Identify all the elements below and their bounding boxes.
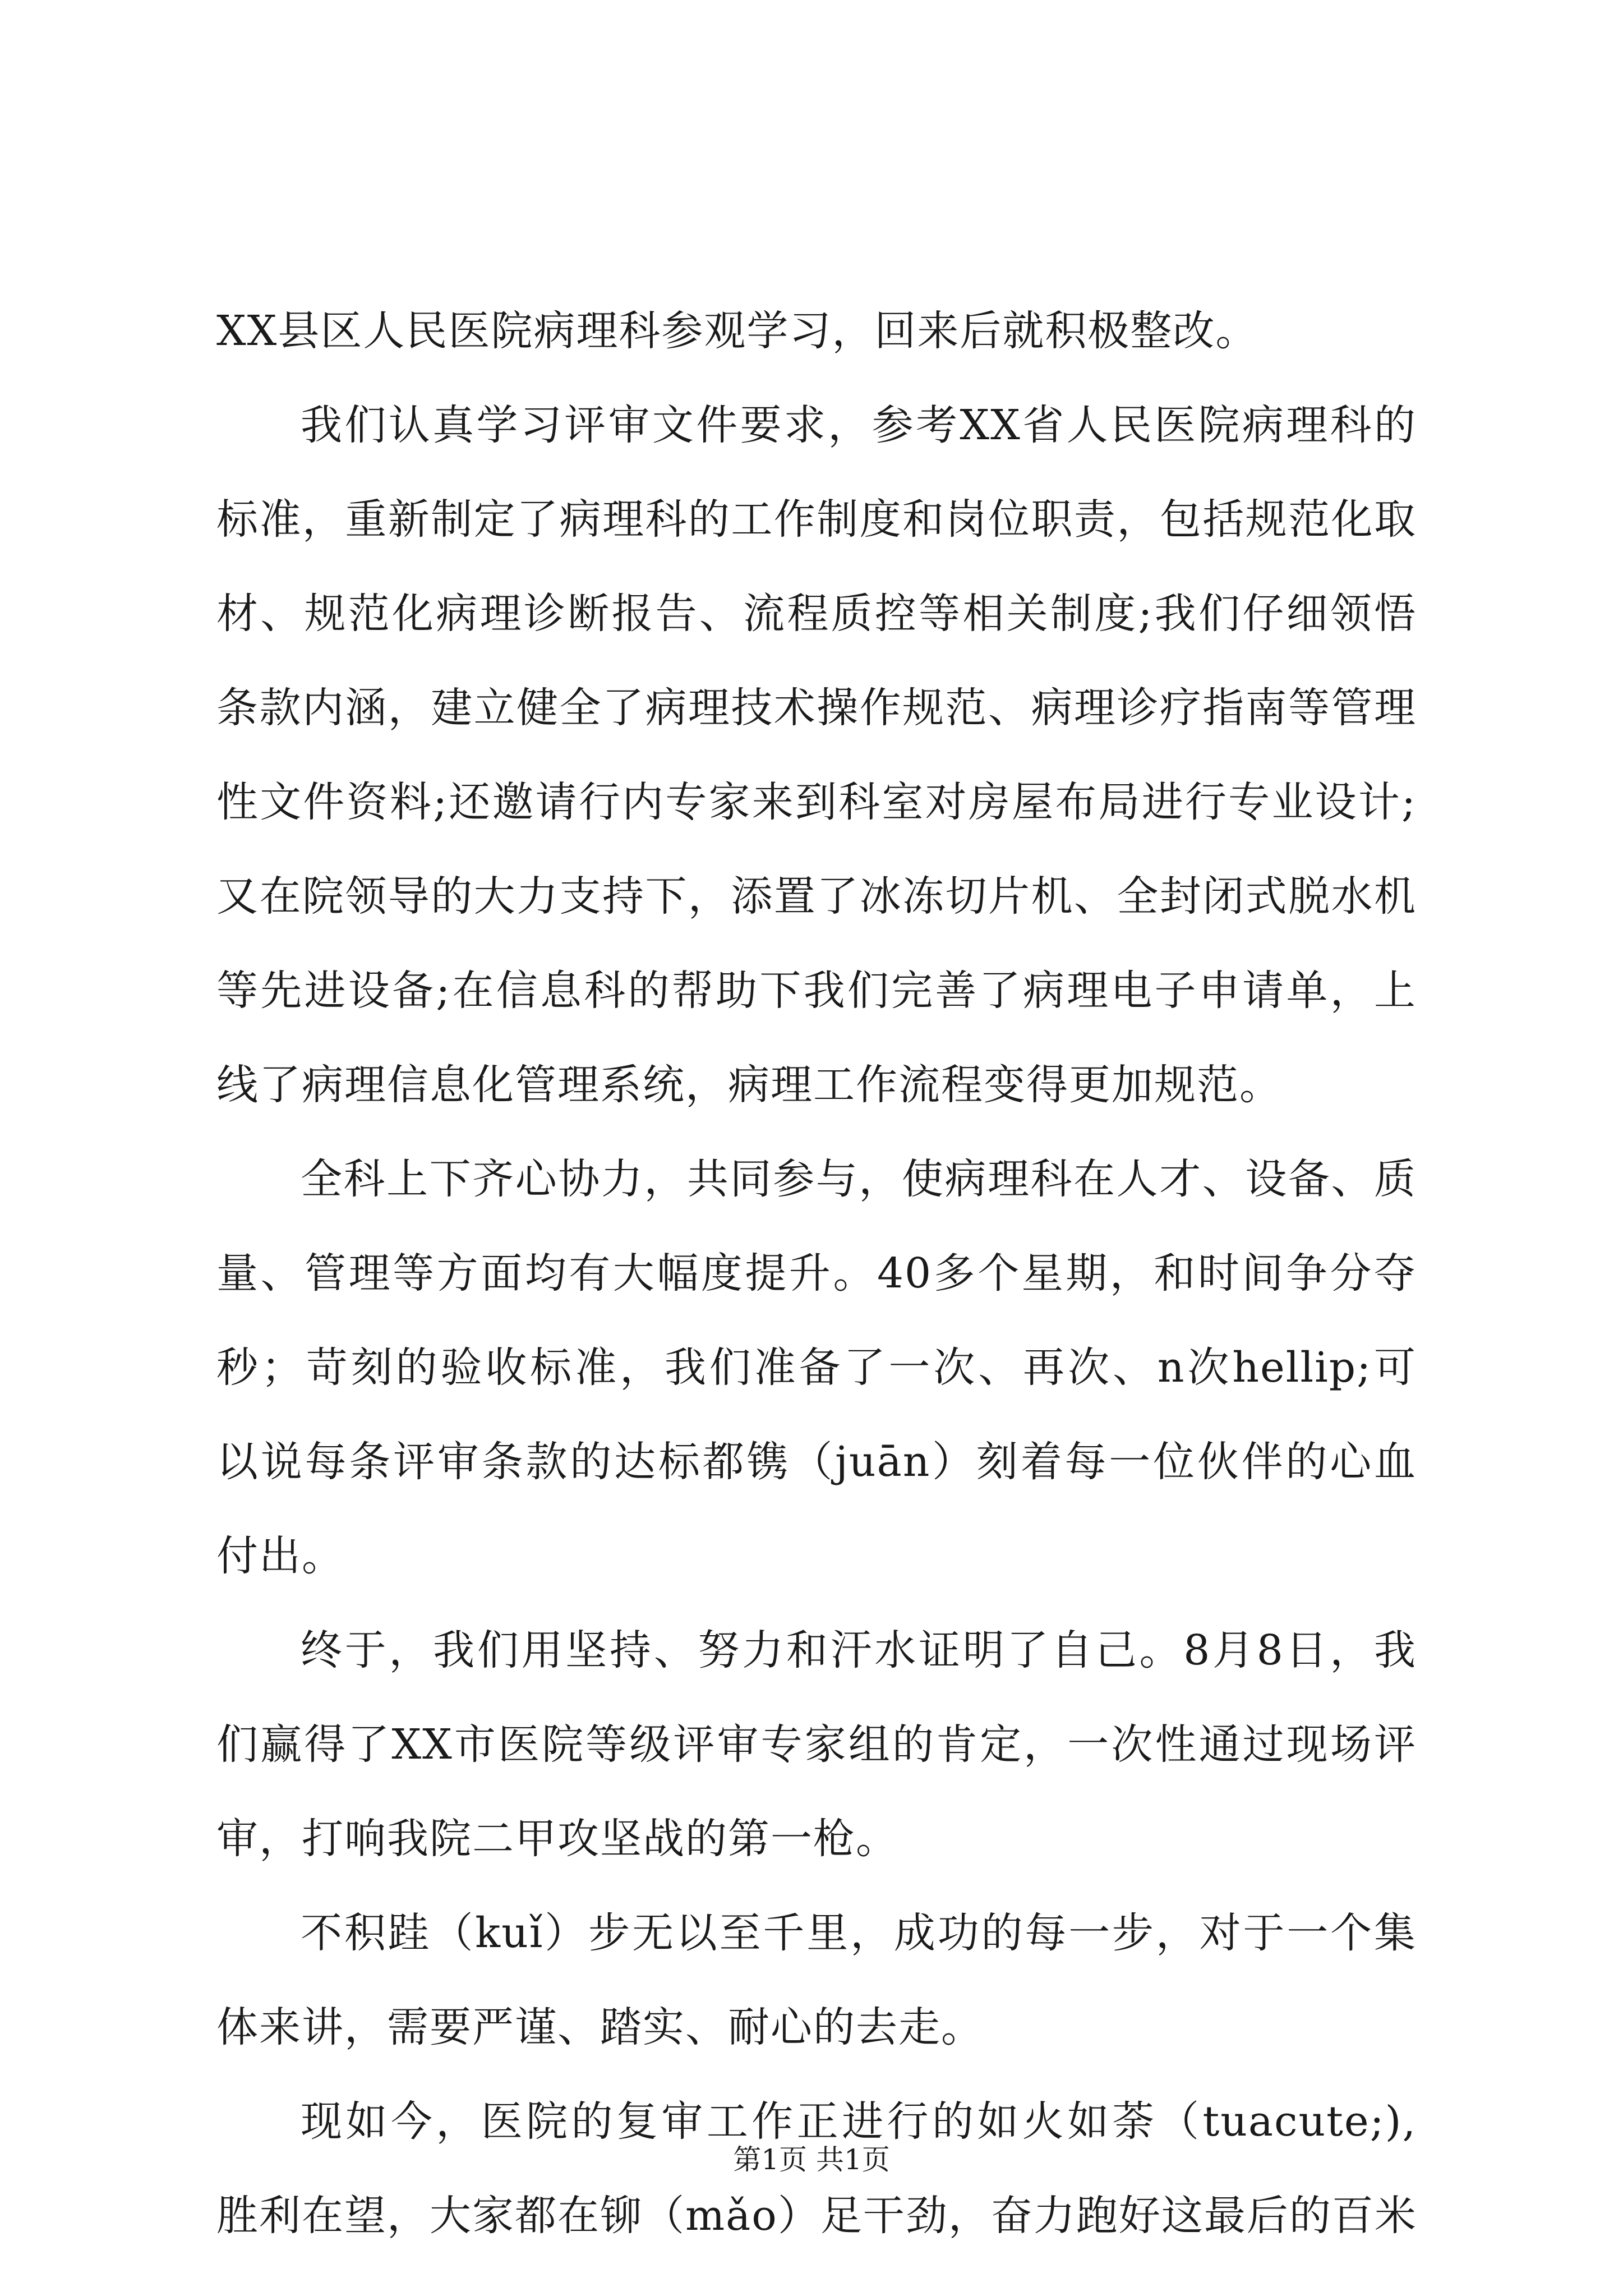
text-line: 们赢得了XX市医院等级评审专家组的肯定，一次性通过现场评 bbox=[216, 1720, 1417, 1769]
text-line: 条款内涵，建立健全了病理技术操作规范、病理诊疗指南等管理 bbox=[216, 684, 1417, 732]
text-line: 体来讲，需要严谨、踏实、耐心的去走。 bbox=[216, 2003, 984, 2051]
text-line: XX县区人民医院病理科参观学习，回来后就积极整改。 bbox=[216, 307, 1258, 355]
text-line: 标准，重新制定了病理科的工作制度和岗位职责，包括规范化取 bbox=[216, 495, 1417, 544]
text-line: 现如今，医院的复审工作正进行的如火如荼（tuacute;), bbox=[301, 2097, 1417, 2146]
text-line: 材、规范化病理诊断报告、流程质控等相关制度;我们仔细领悟 bbox=[216, 590, 1417, 638]
text-line: 审，打响我院二甲攻坚战的第一枪。 bbox=[216, 1815, 898, 1863]
text-line: 不积跬（kuǐ）步无以至千里，成功的每一步，对于一个集 bbox=[301, 1909, 1417, 1957]
text-line: 性文件资料;还邀请行内专家来到科室对房屋布局进行专业设计; bbox=[216, 778, 1417, 826]
text-line: 全科上下齐心协力，共同参与，使病理科在人才、设备、质 bbox=[301, 1155, 1417, 1203]
text-line: 又在院领导的大力支持下，添置了冰冻切片机、全封闭式脱水机 bbox=[216, 872, 1417, 921]
text-line: 胜利在望，大家都在铆（mǎo）足干劲，奋力跑好这最后的百米 bbox=[216, 2192, 1417, 2240]
text-line: 量、管理等方面均有大幅度提升。40多个星期，和时间争分夺 bbox=[216, 1249, 1417, 1297]
page-number-footer: 第1页 共1页 bbox=[733, 2143, 890, 2176]
text-line: 线了病理信息化管理系统，病理工作流程变得更加规范。 bbox=[216, 1061, 1282, 1109]
text-line: 以说每条评审条款的达标都镌（juān）刻着每一位伙伴的心血 bbox=[216, 1438, 1417, 1486]
text-line: 等先进设备;在信息科的帮助下我们完善了病理电子申请单，上 bbox=[216, 967, 1417, 1015]
text-line: 终于，我们用坚持、努力和汗水证明了自己。8月8日，我 bbox=[301, 1626, 1417, 1674]
text-line: 我们认真学习评审文件要求，参考XX省人民医院病理科的 bbox=[301, 401, 1417, 449]
text-line: 付出。 bbox=[216, 1532, 344, 1580]
text-line: 秒；苛刻的验收标准，我们准备了一次、再次、n次hellip;可 bbox=[216, 1343, 1417, 1392]
